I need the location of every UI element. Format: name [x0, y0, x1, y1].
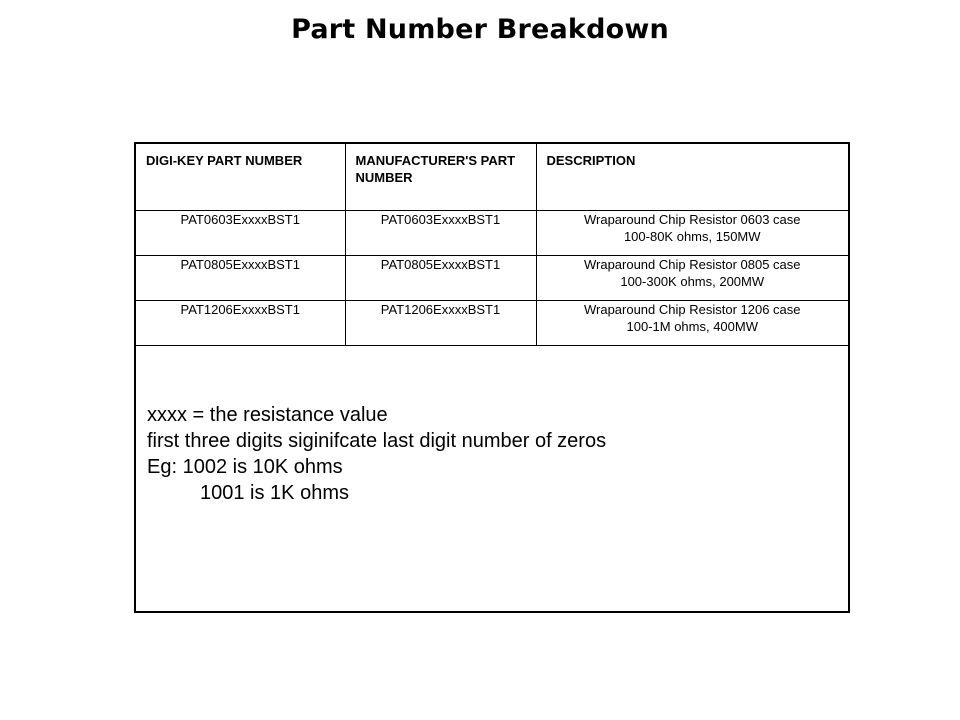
note-line: first three digits siginifcate last digit number of zeros [147, 430, 607, 452]
description-cell [536, 210, 848, 255]
table-header-row [136, 144, 848, 210]
page-title: Part Number Breakdown [291, 14, 669, 45]
digikey-part-cell: PAT0805ExxxxBST1 [136, 255, 345, 300]
part-number-panel [134, 142, 850, 613]
table-row [136, 255, 848, 300]
note-line: xxxx = the resistance value [147, 404, 388, 426]
manufacturer-part-cell: PAT0805ExxxxBST1 [345, 255, 536, 300]
digikey-part-cell: PAT1206ExxxxBST1 [136, 300, 345, 345]
note-line: Eg: 1002 is 10K ohms [147, 456, 343, 478]
part-number-table [136, 144, 848, 346]
table-row [136, 300, 848, 345]
description-line: 100-80K ohms, 150MW [623, 228, 761, 244]
resistance-notes [147, 402, 606, 506]
note-line: 1001 is 1K ohms [200, 482, 349, 504]
description-cell [536, 255, 848, 300]
description-cell [536, 300, 848, 345]
manufacturer-part-cell: PAT0603ExxxxBST1 [345, 210, 536, 255]
header-manufacturer-part-number: MANUFACTURER'S PART NUMBER [345, 144, 536, 210]
description-line: Wraparound Chip Resistor 0805 case [583, 256, 801, 272]
description-line: Wraparound Chip Resistor 1206 case [583, 301, 801, 317]
table-row [136, 210, 848, 255]
description-line: 100-300K ohms, 200MW [620, 273, 765, 289]
description-line: Wraparound Chip Resistor 0603 case [583, 211, 801, 227]
header-description: DESCRIPTION [536, 144, 848, 210]
description-line: 100-1M ohms, 400MW [626, 318, 758, 334]
digikey-part-cell: PAT0603ExxxxBST1 [136, 210, 345, 255]
header-digikey-part-number: DIGI-KEY PART NUMBER [136, 144, 345, 210]
manufacturer-part-cell: PAT1206ExxxxBST1 [345, 300, 536, 345]
